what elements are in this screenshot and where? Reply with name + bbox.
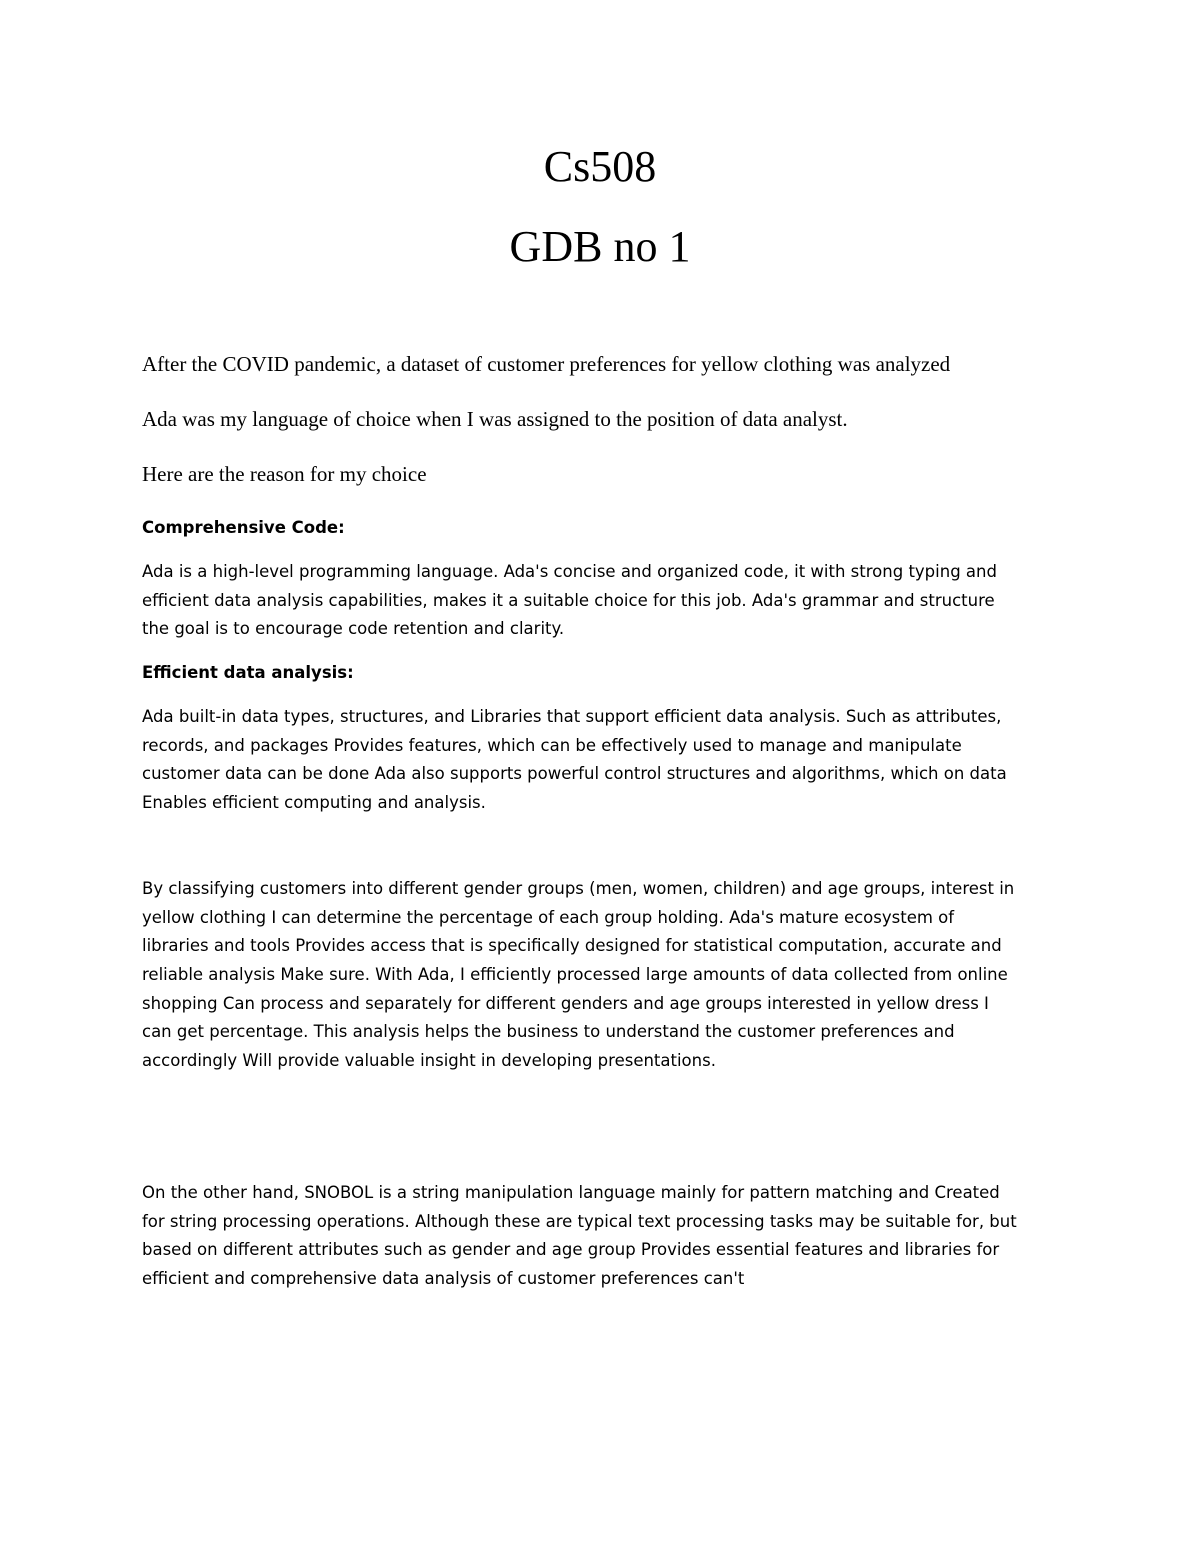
paragraph-line: Ada is a high-level programming language. Ada's concise and organized code, it with strong typing and [142,562,997,581]
paragraph-line: Enables efficient computing and analysis. [142,793,486,813]
paragraph-line: On the other hand, SNOBOL is a string manipulation language mainly for pattern matching and Created [142,1183,1000,1202]
section-heading-efficient-data-analysis: Efficient data analysis: [142,663,354,682]
intro-line: After the COVID pandemic, a dataset of customer preferences for yellow clothing was analyzed [142,352,951,376]
paragraph-line: accordingly Will provide valuable insight in developing presentations. [142,1051,716,1071]
paragraph-line: yellow clothing I can determine the percentage of each group holding. Ada's mature ecosystem of [142,907,955,927]
section-paragraph-efficient-data-analysis [142,703,1007,818]
paragraph-line: customer data can be done Ada also supports powerful control structures and algorithms, which on data [142,764,1007,784]
paragraph-line: By classifying customers into different gender groups (men, women, children) and age groups, interest in [142,879,1015,898]
paragraph-line: reliable analysis Make sure. With Ada, I efficiently processed large amounts of data collected from online [142,965,1008,985]
intro-line: Ada was my language of choice when I was assigned to the position of data analyst. [142,407,848,431]
paragraph-line: shopping Can process and separately for different genders and age groups interested in yellow dress I [142,993,989,1013]
body-paragraph-classification [142,875,1014,1076]
section-heading-comprehensive-code: Comprehensive Code: [142,518,345,537]
body-paragraph-snobol [142,1179,1017,1294]
paragraph-line: Ada built-in data types, structures, and Libraries that support efficient data analysis. Such as attributes, [142,707,1002,726]
document-title: Cs508 [543,142,657,191]
paragraph-line: based on different attributes such as gender and age group Provides essential features and libraries for [142,1240,1000,1260]
document-subtitle: GDB no 1 [509,222,691,271]
paragraph-line: efficient data analysis capabilities, makes it a suitable choice for this job. Ada's grammar and structure [142,590,995,610]
paragraph-line: libraries and tools Provides access that is specifically designed for statistical computation, accurate and [142,936,1002,956]
paragraph-line: can get percentage. This analysis helps the business to understand the customer preferences and [142,1022,955,1042]
paragraph-line: efficient and comprehensive data analysis of customer preferences can't [142,1269,745,1289]
paragraph-line: the goal is to encourage code retention and clarity. [142,619,565,639]
paragraph-line: records, and packages Provides features, which can be effectively used to manage and manipulate [142,735,962,755]
paragraph-line: for string processing operations. Although these are typical text processing tasks may be suitable for, but [142,1211,1017,1231]
section-paragraph-comprehensive-code [142,558,997,644]
intro-line: Here are the reason for my choice [142,462,427,486]
